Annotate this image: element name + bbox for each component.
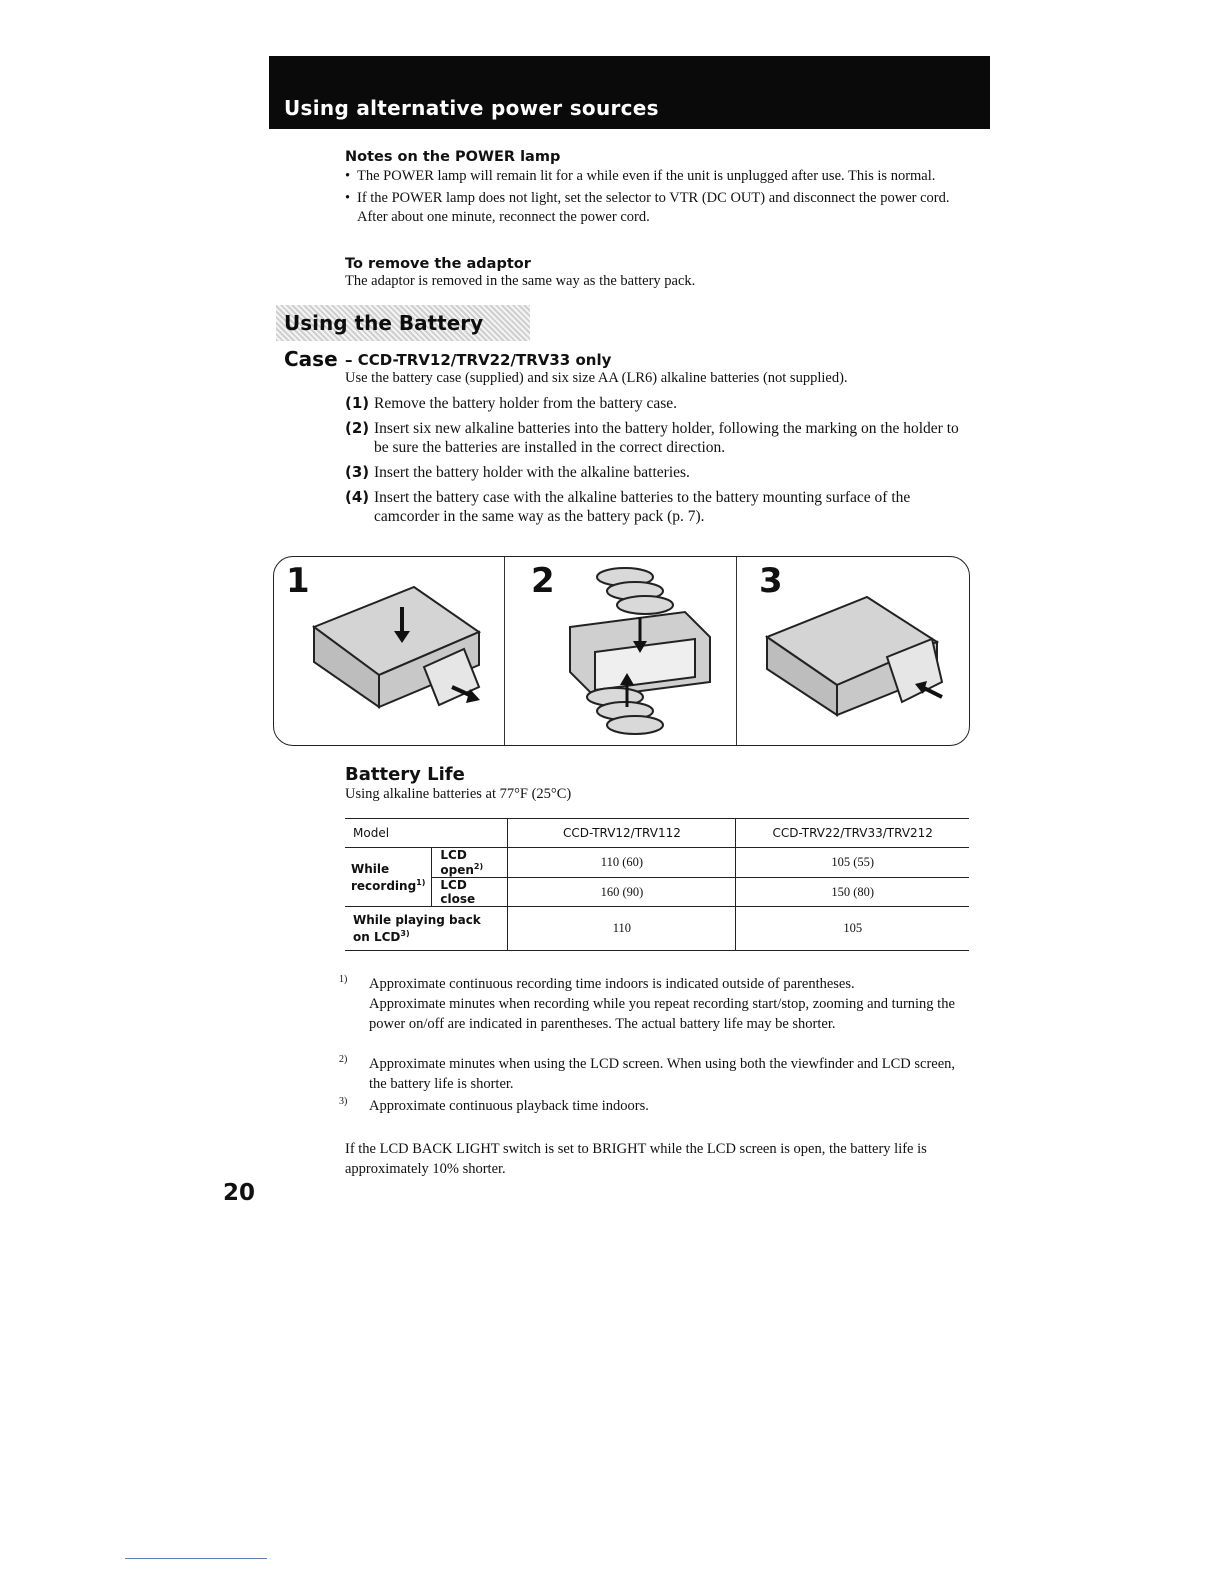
table-row bbox=[345, 878, 969, 907]
step-item bbox=[345, 419, 970, 457]
step-item bbox=[345, 488, 970, 526]
lcd-open-label bbox=[432, 848, 508, 878]
page-heading: Using alternative power sources bbox=[284, 96, 659, 120]
table-row bbox=[345, 848, 969, 878]
battery-case-models: – CCD-TRV12/TRV22/TRV33 only bbox=[345, 351, 612, 369]
step-number: (2) bbox=[345, 419, 370, 437]
lcd-close-value-b: 150 (80) bbox=[736, 878, 969, 907]
footnote-text: Approximate continuous recording time indoors is indicated outside of parentheses. bbox=[369, 976, 855, 992]
panel-number: 2 bbox=[531, 561, 555, 601]
playback-value-b: 105 bbox=[736, 907, 969, 951]
footnote bbox=[339, 1054, 970, 1094]
footnote-text: Approximate minutes when recording while you repeat recording start/stop, zooming and turning the power on/off are indicated in parentheses. The actual battery life may be shorter. bbox=[369, 996, 955, 1032]
battery-case-instructions bbox=[345, 351, 970, 532]
bottom-rule bbox=[125, 1558, 267, 1559]
page-number: 20 bbox=[223, 1180, 256, 1206]
lcd-open-value-a: 110 (60) bbox=[508, 848, 736, 878]
battery-life-title: Battery Life bbox=[345, 764, 465, 785]
footnote-mark: 3) bbox=[400, 929, 410, 938]
lcd-close-value-a: 160 (90) bbox=[508, 878, 736, 907]
lcd-open-text: LCD open bbox=[440, 848, 474, 877]
battery-case-open-drawing bbox=[274, 557, 504, 746]
model-a-header: CCD-TRV12/TRV112 bbox=[508, 819, 736, 848]
footnote bbox=[339, 974, 970, 994]
while-recording-text: While recording bbox=[351, 861, 417, 893]
power-lamp-notes bbox=[345, 149, 970, 230]
footnote-mark: 1) bbox=[416, 877, 426, 887]
footnote-mark: 2) bbox=[473, 862, 484, 871]
table-row bbox=[345, 907, 969, 951]
footnote-text: Approximate continuous playback time indoors. bbox=[369, 1098, 649, 1114]
illustration-panel-2 bbox=[504, 557, 737, 745]
table-header-row bbox=[345, 819, 969, 848]
footnote bbox=[339, 1096, 970, 1116]
footnote-mark: 3) bbox=[339, 1096, 348, 1107]
footnote-mark: 1) bbox=[339, 974, 348, 985]
battery-case-intro: Use the battery case (supplied) and six size AA (LR6) alkaline batteries (not supplied). bbox=[345, 370, 848, 386]
battery-life-subtitle: Using alkaline batteries at 77°F (25°C) bbox=[345, 786, 572, 802]
battery-case-illustration bbox=[273, 556, 970, 746]
footnote-text: Approximate minutes when using the LCD screen. When using both the viewfinder and LCD screen, the battery life is shorter. bbox=[369, 1056, 956, 1092]
back-light-note: If the LCD BACK LIGHT switch is set to BRIGHT while the LCD screen is open, the battery life is approximately 10% shorter. bbox=[345, 1141, 927, 1177]
back-light-note-block bbox=[345, 1139, 945, 1179]
remove-adaptor-heading: To remove the adaptor bbox=[345, 256, 531, 272]
battery-case-steps bbox=[345, 394, 970, 526]
step-text: Insert six new alkaline batteries into the battery holder, following the marking on the holder to be sure the batteries are installed in the correct direction. bbox=[374, 420, 959, 456]
footnote-mark: 2) bbox=[339, 1054, 348, 1065]
model-b-header: CCD-TRV22/TRV33/TRV212 bbox=[736, 819, 969, 848]
power-lamp-note: • If the POWER lamp does not light, set the selector to VTR (DC OUT) and disconnect the power cord. After about one minute, reconnect the power cord. bbox=[345, 189, 970, 227]
illustration-panel-1 bbox=[274, 557, 504, 745]
model-header: Model bbox=[345, 819, 508, 848]
battery-holder-drawing bbox=[505, 557, 737, 746]
power-lamp-heading: Notes on the POWER lamp bbox=[345, 149, 561, 165]
step-text: Remove the battery holder from the battery case. bbox=[374, 395, 677, 412]
battery-case-closed-drawing bbox=[737, 557, 970, 746]
step-text: Insert the battery case with the alkaline batteries to the battery mounting surface of the camcorder in the same way as the battery pack (p. 7). bbox=[374, 489, 911, 525]
step-number: (1) bbox=[345, 394, 370, 412]
footnote bbox=[345, 994, 970, 1034]
step-number: (3) bbox=[345, 463, 370, 481]
step-number: (4) bbox=[345, 488, 370, 506]
power-lamp-note: • The POWER lamp will remain lit for a while even if the unit is unplugged after use. This is normal. bbox=[345, 167, 970, 186]
battery-life-heading-block bbox=[345, 764, 970, 804]
playback-text: While playing back on LCD bbox=[353, 913, 481, 944]
panel-number: 3 bbox=[759, 561, 783, 601]
lcd-close-label: LCD close bbox=[432, 878, 508, 907]
playback-label bbox=[345, 907, 508, 951]
while-recording-label bbox=[345, 848, 432, 907]
remove-adaptor-text: The adaptor is removed in the same way as the battery pack. bbox=[345, 273, 696, 289]
playback-value-a: 110 bbox=[508, 907, 736, 951]
illustration-panel-3 bbox=[736, 557, 970, 745]
step-text: Insert the battery holder with the alkaline batteries. bbox=[374, 464, 690, 481]
step-item bbox=[345, 463, 970, 482]
battery-case-title: Using the Battery Case bbox=[276, 305, 530, 341]
lcd-open-value-b: 105 (55) bbox=[736, 848, 969, 878]
panel-number: 1 bbox=[286, 561, 310, 601]
power-lamp-list bbox=[345, 167, 970, 227]
step-item bbox=[345, 394, 970, 413]
header-bar bbox=[269, 56, 990, 129]
remove-adaptor bbox=[345, 256, 970, 291]
battery-life-table bbox=[345, 818, 969, 951]
